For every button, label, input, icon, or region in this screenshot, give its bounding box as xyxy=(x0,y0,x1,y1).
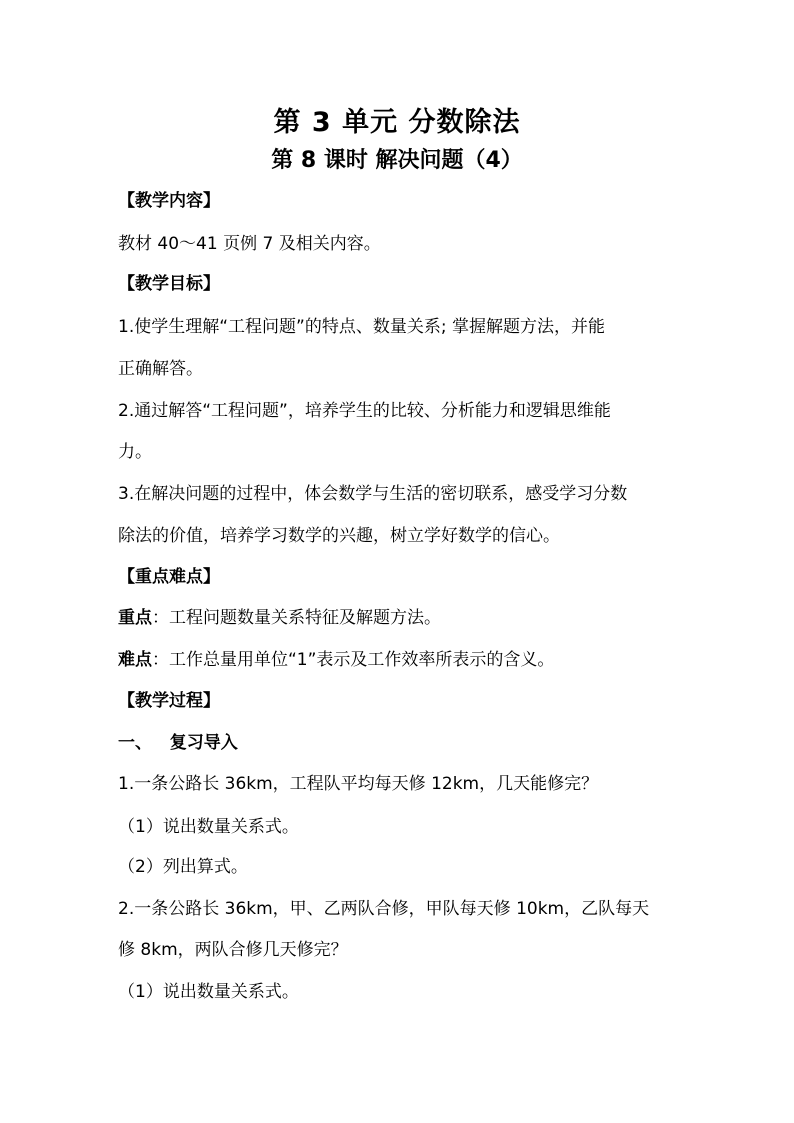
heading-key-points: 【重点难点】 xyxy=(118,567,220,587)
heading-content: 【教学内容】 xyxy=(118,191,220,211)
goal-2-line-2: 力。 xyxy=(118,442,152,462)
goal-3-line-2: 除法的价值，培养学习数学的兴趣，树立学好数学的信心。 xyxy=(118,526,560,546)
key-point-text: ：工程问题数量关系特征及解题方法。 xyxy=(152,608,441,628)
page-title: 第 3 单元 分数除法 xyxy=(273,107,521,138)
difficult-point-text: ：工作总量用单位“1”表示及工作效率所表示的含义。 xyxy=(152,650,555,670)
difficult-point-line xyxy=(118,649,554,671)
goal-1-line-1: 1.使学生理解“工程问题”的特点、数量关系; 掌握解题方法，并能 xyxy=(118,317,605,337)
goal-3-line-1: 3.在解决问题的过程中，体会数学与生活的密切联系，感受学习分数 xyxy=(118,484,628,504)
question-1-step-1: （1）说出数量关系式。 xyxy=(118,817,299,837)
key-point-label: 重点 xyxy=(118,608,152,628)
goal-2-line-1: 2.通过解答“工程问题”，培养学生的比较、分析能力和逻辑思维能 xyxy=(118,401,611,421)
difficult-point-label: 难点 xyxy=(118,650,152,670)
page-subtitle: 第 8 课时 解决问题（4） xyxy=(271,148,523,173)
goal-1-line-2: 正确解答。 xyxy=(118,359,203,379)
question-2-line-1: 2.一条公路长 36km，甲、乙两队合修，甲队每天修 10km，乙队每天 xyxy=(118,899,650,919)
question-2-step-1: （1）说出数量关系式。 xyxy=(118,982,299,1002)
heading-goals: 【教学目标】 xyxy=(118,274,220,294)
question-1-step-2: （2）列出算式。 xyxy=(118,857,248,877)
question-1: 1.一条公路长 36km，工程队平均每天修 12km，几天能修完？ xyxy=(118,774,599,794)
content-text: 教材 40～41 页例 7 及相关内容。 xyxy=(118,234,381,254)
part-1-heading: 一、 复习导入 xyxy=(118,733,238,753)
key-point-line xyxy=(118,607,441,629)
heading-process: 【教学过程】 xyxy=(118,691,220,711)
question-2-line-2: 修 8km，两队合修几天修完？ xyxy=(118,940,348,960)
